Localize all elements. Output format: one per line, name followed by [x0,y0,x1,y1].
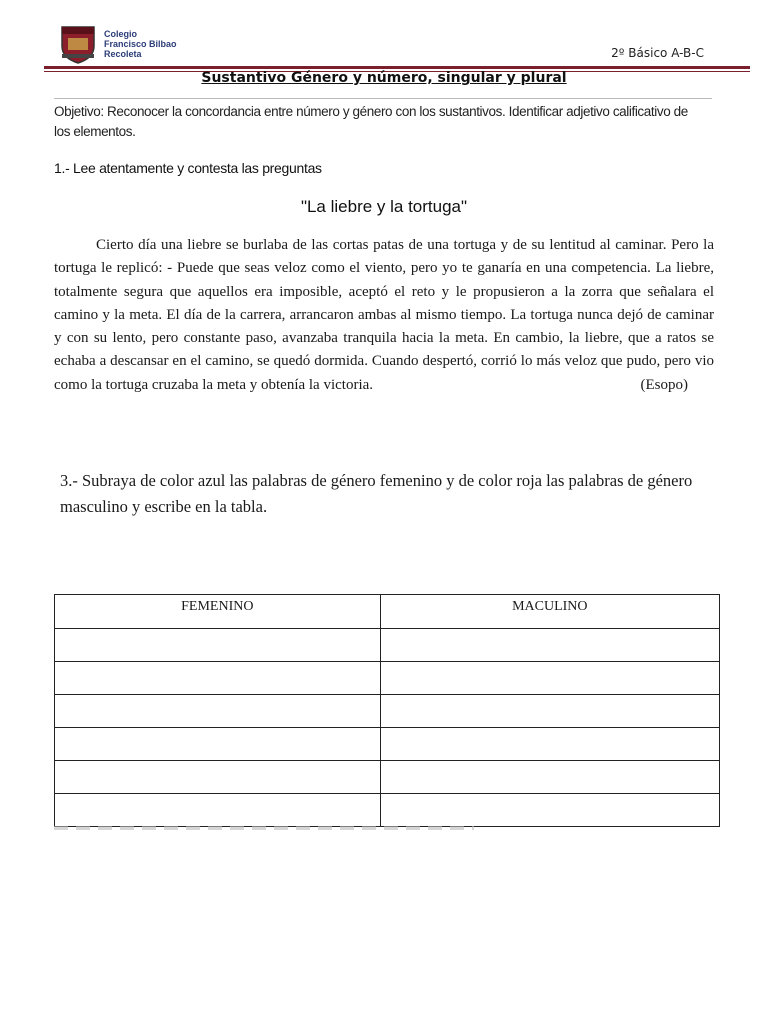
table-header-row [55,595,720,629]
answer-cell-masculino[interactable] [380,662,719,695]
header-femenino: FEMENINO [55,595,381,629]
answer-cell-masculino[interactable] [380,761,719,794]
answer-cell-masculino[interactable] [380,728,719,761]
story-body [54,234,714,397]
answer-cell-masculino[interactable] [380,695,719,728]
school-name-line-3: Recoleta [104,49,142,59]
school-name-line-2: Francisco Bilbao [104,39,177,49]
answer-cell-femenino[interactable] [55,728,381,761]
table-row [55,695,720,728]
objective-text: Objetivo: Reconocer la concordancia entre número y género con los sustantivos. Identificar adjetivo calificativo de los elementos. [54,104,688,139]
instruction-1: 1.- Lee atentamente y contesta las preguntas [54,160,322,176]
answer-cell-femenino[interactable] [55,629,381,662]
header-masculino: MACULINO [380,595,719,629]
instruction-3: 3.- Subraya de color azul las palabras de género femenino y de color roja las palabras de género masculino y escribe en la tabla. [60,471,693,516]
school-name [104,29,177,59]
answer-cell-masculino[interactable] [380,794,719,827]
answer-cell-femenino[interactable] [55,794,381,827]
table-row [55,728,720,761]
school-logo [60,24,177,64]
answer-cell-femenino[interactable] [55,695,381,728]
table-row [55,662,720,695]
gender-table [54,594,720,827]
title-divider [54,98,712,99]
answer-cell-femenino[interactable] [55,761,381,794]
grade-label: 2º Básico A-B-C [611,46,704,60]
story-text: Cierto día una liebre se burlaba de las cortas patas de una tortuga y de su lentitud al caminar. Pero la tortuga le replicó: - Puede que seas veloz como el viento, pero yo te ganaría en una competencia. La liebre, totalmente segura que aquellos era imposible, aceptó el reto y le propusieron a la zorra que señalara el camino y la meta. El día de la carrera, arrancaron ambas al mismo tiempo. La tortuga nunca dejó de caminar y con su lento, pero constante paso, avanzaba tranquila hacia la meta. En cambio, la liebre, que a ratos se echaba a descansar en el camino, se quedó dormida. Cuando despertó, corrió lo más veloz que pudo, pero vio como la tortuga cruzaba la meta y obtenía la victoria. [54,237,714,393]
table-row [55,629,720,662]
story-author: (Esopo) [640,376,688,393]
worksheet-title: Sustantivo Género y número, singular y plural [201,70,567,86]
answer-cell-masculino[interactable] [380,629,719,662]
cutoff-text-fragment [54,826,474,830]
story-title: "La liebre y la tortuga" [300,197,468,216]
table-row [55,761,720,794]
header-rule [44,66,750,69]
table-row [55,794,720,827]
school-crest-icon [60,24,96,64]
answer-cell-femenino[interactable] [55,662,381,695]
school-name-line-1: Colegio [104,29,137,39]
